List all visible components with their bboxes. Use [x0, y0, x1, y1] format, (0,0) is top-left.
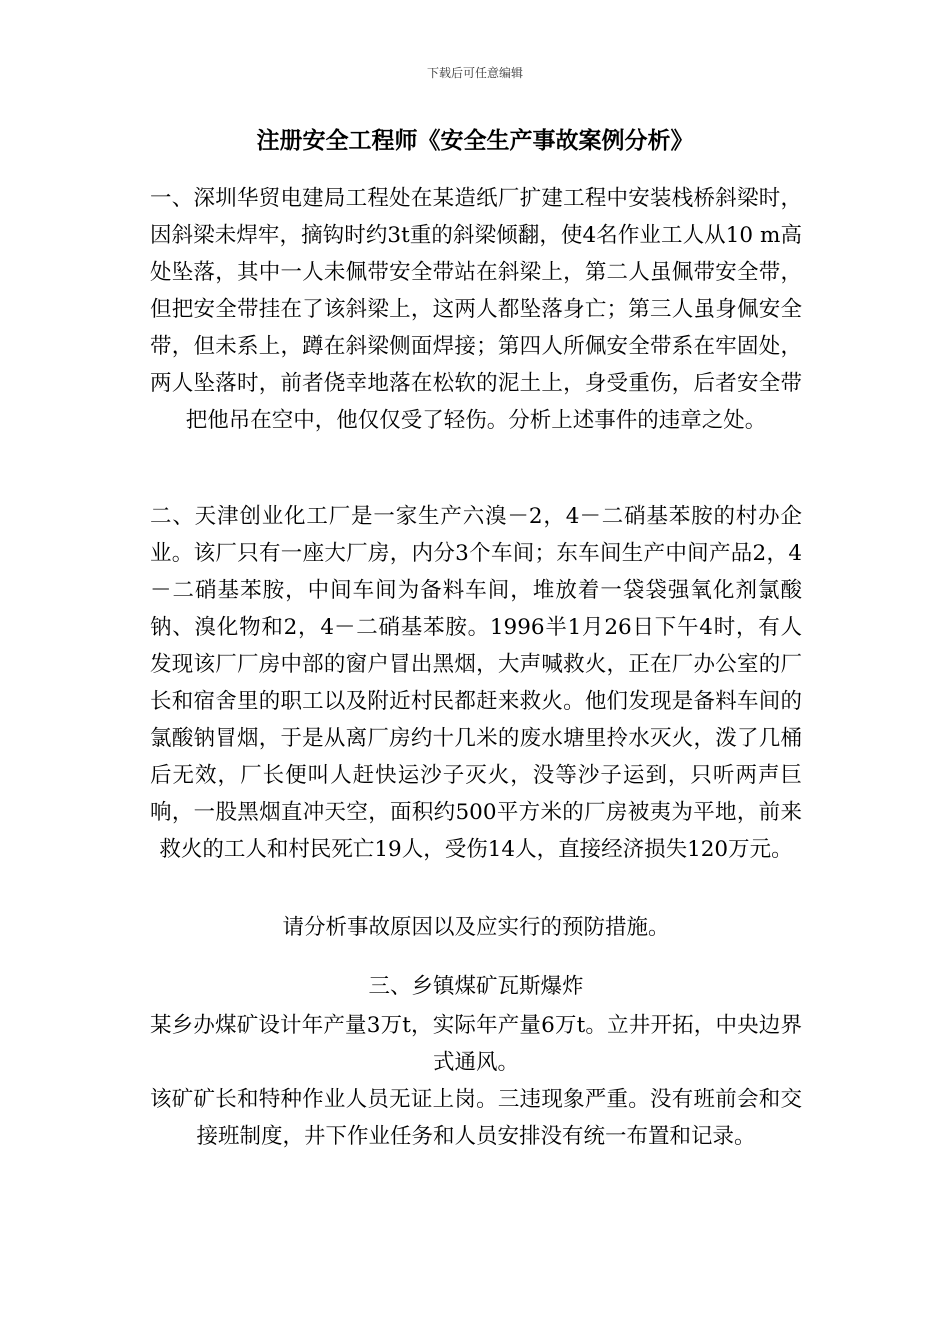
case-3-paragraph-a: 某乡办煤矿设计年产量3万t，实际年产量6万t。立井开拓，中央边界式通风。 [150, 1013, 802, 1075]
case-2-question: 请分析事故原因以及应实行的预防措施。 [282, 915, 670, 940]
case-1-paragraph: 一、深圳华贸电建局工程处在某造纸厂扩建工程中安装栈桥斜梁时，因斜梁未焊牢，摘钩时约3t重的斜梁倾翻，使4名作业工人从10 m高处坠落，其中一人未佩带安全带站在斜梁上，第二人虽佩带安全带，但把安全带挂在了该斜梁上，这两人都坠落身亡；第三人虽身佩安全带，但未系上，蹲在斜梁侧面焊接；第四人所佩安全带系在牢固处，两人坠落时，前者侥幸地落在松软的泥土上，身受重伤，后者安全带把他吊在空中，他仅仅受了轻伤。分析上述事件的违章之处。 [150, 186, 802, 433]
case-3-title: 三、乡镇煤矿瓦斯爆炸 [368, 974, 584, 999]
header-note: 下载后可任意编辑 [426, 66, 523, 80]
document-title: 注册安全工程师《安全生产事故案例分析》 [256, 127, 694, 154]
case-3-paragraph-b: 该矿矿长和特种作业人员无证上岗。三违现象严重。没有班前会和交接班制度，井下作业任务和人员安排没有统一布置和记录。 [150, 1087, 802, 1149]
case-2-paragraph: 二、天津创业化工厂是一家生产六溴－2，4－二硝基苯胺的村办企业。该厂只有一座大厂房，内分3个车间；东车间生产中间产品2，4－二硝基苯胺，中间车间为备料车间，堆放着一袋袋强氧化剂氯酸钠、溴化物和2，4－二硝基苯胺。1996半1月26日下午4时，有人发现该厂厂房中部的窗户冒出黑烟，大声喊救火，正在厂办公室的厂长和宿舍里的职工以及附近村民都赶来救火。他们发现是备料车间的氯酸钠冒烟，于是从离厂房约十几米的废水塘里拎水灭火，泼了几桶后无效，厂长便叫人赶快运沙子灭火，没等沙子运到，只听两声巨响，一股黑烟直冲天空，面积约500平方米的厂房被夷为平地，前来救火的工人和村民死亡19人，受伤14人，直接经济损失120万元。 [150, 504, 802, 862]
